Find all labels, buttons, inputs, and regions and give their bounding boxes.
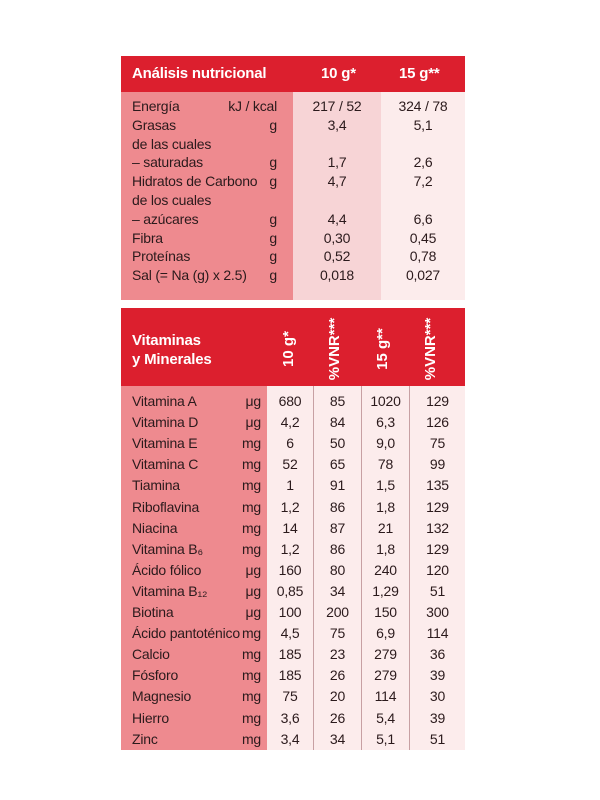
vnr-15g: 129: [426, 540, 449, 557]
vnr-15g: 36: [429, 646, 446, 663]
vitamin-row: [121, 603, 465, 621]
nutrient-unit: g: [269, 267, 277, 284]
value-15g: 2,6: [413, 154, 433, 171]
value-10g: 4,2: [280, 414, 300, 431]
value-10g: 14: [282, 519, 298, 536]
nutrient-label: Hidratos de Carbono: [132, 173, 258, 190]
vitamin-label: Riboflavina: [132, 498, 200, 515]
value-10g: 0,52: [323, 248, 351, 265]
nutrient-unit: g: [269, 229, 277, 246]
nutrient-unit: g: [269, 154, 277, 171]
analysis-row: [121, 135, 465, 153]
vitamin-label: Vitamina C: [132, 456, 199, 473]
vnr-10g: 85: [329, 393, 346, 409]
vitamin-row: [121, 582, 465, 600]
value-15g: 279: [374, 667, 397, 684]
value-10g: 1,2: [280, 540, 300, 557]
vitamin-unit: mg: [241, 435, 261, 452]
value-15g: 150: [374, 604, 397, 620]
value-10g: 0,85: [276, 582, 304, 599]
vitamin-unit: mg: [241, 646, 261, 663]
vitamin-label: Vitamina B₁₂: [132, 582, 208, 599]
vitamin-label: Fósforo: [132, 667, 179, 684]
vitamins-title-line2: y Minerales: [132, 351, 212, 368]
value-10g: 4,5: [280, 625, 300, 642]
value-10g: 4,7: [327, 173, 347, 190]
nutrient-label: Fibra: [132, 229, 163, 246]
vitamin-label: Vitamina D: [132, 414, 199, 431]
value-10g: 3,4: [280, 730, 300, 747]
value-15g: 5,1: [413, 116, 433, 133]
vitamin-label: Tiamina: [132, 477, 180, 494]
value-15g: 1,5: [376, 477, 395, 494]
vitamin-row: [121, 666, 465, 684]
vitamins-minerals-table: [121, 308, 465, 750]
vnr-15g: 300: [426, 604, 449, 620]
vnr-10g: 91: [329, 477, 346, 494]
value-15g: 0,78: [409, 248, 437, 265]
value-15g: 6,6: [413, 210, 433, 227]
analysis-col-15g: 15 g**: [399, 65, 440, 82]
analysis-title: Análisis nutricional: [132, 65, 267, 82]
vit-col-vnr-15g: %VNR***: [422, 317, 439, 381]
vitamin-row: [121, 709, 465, 727]
vitamin-unit: μg: [245, 582, 261, 599]
nutrient-label: – saturadas: [132, 154, 203, 171]
vitamin-unit: μg: [245, 561, 261, 578]
value-10g: 0,018: [319, 267, 355, 284]
vnr-10g: 50: [329, 435, 346, 452]
vitamin-unit: mg: [241, 519, 261, 536]
vnr-10g: 86: [329, 540, 346, 557]
vnr-15g: 99: [429, 456, 446, 473]
value-10g: 52: [282, 456, 298, 473]
value-15g: 0,45: [409, 229, 437, 246]
value-15g: 114: [374, 688, 397, 705]
vitamins-title-line1: Vitaminas: [132, 332, 201, 349]
vit-col-vnr-10g: %VNR***: [326, 317, 343, 381]
value-15g: 78: [377, 456, 394, 473]
value-10g: 217 / 52: [312, 98, 362, 114]
vitamin-row: [121, 413, 465, 431]
vnr-10g: 34: [329, 730, 346, 747]
value-10g: 680: [278, 393, 302, 409]
value-10g: 185: [278, 646, 302, 663]
value-15g: 1020: [370, 393, 401, 409]
vitamin-row: [121, 540, 465, 558]
value-15g: 1,8: [376, 540, 395, 557]
vitamin-row: [121, 687, 465, 705]
vnr-10g: 23: [329, 646, 346, 663]
vnr-15g: 129: [426, 393, 449, 409]
vnr-15g: 39: [429, 709, 446, 726]
vnr-15g: 51: [429, 582, 446, 599]
vitamin-label: Calcio: [132, 646, 170, 663]
value-10g: 1: [286, 477, 294, 494]
value-10g: 100: [278, 604, 302, 620]
vitamin-unit: mg: [241, 477, 261, 494]
nutrient-unit: g: [269, 116, 277, 133]
analysis-row: [121, 266, 465, 284]
vnr-15g: 30: [429, 688, 446, 705]
vit-col-15g: 15 g**: [374, 328, 391, 370]
value-15g: 1,29: [372, 582, 399, 599]
nutrient-unit: g: [269, 210, 277, 227]
vnr-15g: 132: [426, 519, 449, 536]
value-15g: 5,4: [376, 709, 395, 726]
vnr-10g: 87: [329, 519, 346, 536]
nutrient-label: de los cuales: [132, 192, 212, 208]
analysis-row: [121, 97, 465, 115]
vitamin-row: [121, 624, 465, 642]
nutrient-unit: kJ / kcal: [228, 98, 277, 114]
value-15g: 9,0: [376, 435, 395, 452]
vitamin-row: [121, 455, 465, 473]
vitamin-row: [121, 561, 465, 579]
vnr-10g: 84: [329, 414, 346, 431]
vitamin-unit: mg: [241, 540, 261, 557]
value-15g: 240: [374, 561, 397, 578]
vitamin-row: [121, 434, 465, 452]
value-10g: 160: [278, 561, 302, 578]
analysis-row: [121, 153, 465, 171]
analysis-row: [121, 172, 465, 190]
value-15g: 324 / 78: [398, 98, 448, 114]
vitamin-row: [121, 519, 465, 537]
value-10g: 75: [282, 688, 298, 705]
nutrient-label: Grasas: [132, 116, 176, 133]
vnr-15g: 126: [426, 414, 449, 431]
analysis-row: [121, 229, 465, 247]
value-15g: 6,9: [376, 625, 395, 642]
vnr-15g: 39: [429, 667, 446, 684]
analysis-row: [121, 210, 465, 228]
value-10g: 0,30: [323, 229, 351, 246]
vitamin-unit: mg: [241, 625, 261, 642]
nutrient-label: Energía: [132, 98, 180, 114]
value-10g: 4,4: [327, 210, 347, 227]
vitamin-unit: μg: [245, 414, 261, 431]
vitamin-label: Magnesio: [132, 688, 192, 705]
vitamin-label: Vitamina A: [132, 393, 197, 409]
nutrient-label: Sal (= Na (g) x 2.5): [132, 267, 247, 284]
vitamin-label: Biotina: [132, 604, 174, 620]
vnr-15g: 120: [426, 561, 449, 578]
analysis-row: [121, 191, 465, 209]
analysis-row: [121, 116, 465, 134]
nutrient-unit: g: [269, 173, 277, 190]
vitamin-label: Niacina: [132, 519, 178, 536]
vitamin-label: Zinc: [132, 730, 158, 747]
vnr-15g: 129: [426, 498, 449, 515]
vnr-10g: 200: [326, 604, 349, 620]
vitamin-unit: mg: [241, 667, 261, 684]
nutrition-analysis-table: [121, 56, 465, 300]
vnr-10g: 65: [329, 456, 346, 473]
vnr-10g: 34: [329, 582, 346, 599]
vnr-15g: 75: [429, 435, 446, 452]
vitamin-row: [121, 730, 465, 748]
vitamin-row: [121, 392, 465, 410]
vnr-10g: 80: [329, 561, 346, 578]
value-10g: 3,6: [280, 709, 300, 726]
vitamin-unit: mg: [241, 688, 261, 705]
vnr-10g: 26: [329, 667, 346, 684]
nutrient-label: – azúcares: [132, 210, 199, 227]
vitamin-unit: mg: [241, 709, 261, 726]
vitamin-row: [121, 498, 465, 516]
value-15g: 7,2: [413, 173, 433, 190]
value-10g: 185: [278, 667, 302, 684]
vitamin-label: Ácido fólico: [132, 561, 202, 578]
value-10g: 3,4: [327, 116, 347, 133]
analysis-row: [121, 247, 465, 265]
analysis-header: [121, 56, 465, 92]
analysis-col-10g: 10 g*: [321, 65, 356, 82]
vitamin-row: [121, 476, 465, 494]
vnr-10g: 26: [329, 709, 346, 726]
vitamin-unit: mg: [241, 498, 261, 515]
nutrient-label: Proteínas: [132, 248, 191, 265]
vitamin-label: Vitamina B₆: [132, 540, 203, 557]
vnr-15g: 135: [426, 477, 449, 494]
value-15g: 279: [374, 646, 397, 663]
vitamin-label: Ácido pantoténico: [132, 625, 240, 642]
nutrient-unit: g: [269, 248, 277, 265]
vitamin-unit: mg: [241, 730, 261, 747]
value-15g: 0,027: [405, 267, 441, 284]
vitamin-row: [121, 645, 465, 663]
vitamins-header: [121, 308, 465, 386]
vnr-15g: 51: [429, 730, 446, 747]
value-10g: 6: [286, 435, 294, 452]
value-15g: 5,1: [376, 730, 395, 747]
value-15g: 1,8: [376, 498, 395, 515]
vnr-10g: 20: [329, 688, 346, 705]
vitamin-label: Hierro: [132, 709, 169, 726]
vit-col-10g: 10 g*: [280, 331, 297, 367]
vitamin-unit: μg: [245, 604, 261, 620]
vnr-10g: 86: [329, 498, 346, 515]
value-10g: 1,7: [327, 154, 347, 171]
value-15g: 6,3: [376, 414, 395, 431]
value-10g: 1,2: [280, 498, 300, 515]
vitamin-label: Vitamina E: [132, 435, 198, 452]
vitamin-unit: μg: [245, 393, 261, 409]
vnr-10g: 75: [329, 625, 346, 642]
nutrient-label: de las cuales: [132, 135, 212, 152]
vnr-15g: 114: [426, 625, 449, 642]
vitamin-unit: mg: [241, 456, 261, 473]
value-15g: 21: [377, 519, 394, 536]
